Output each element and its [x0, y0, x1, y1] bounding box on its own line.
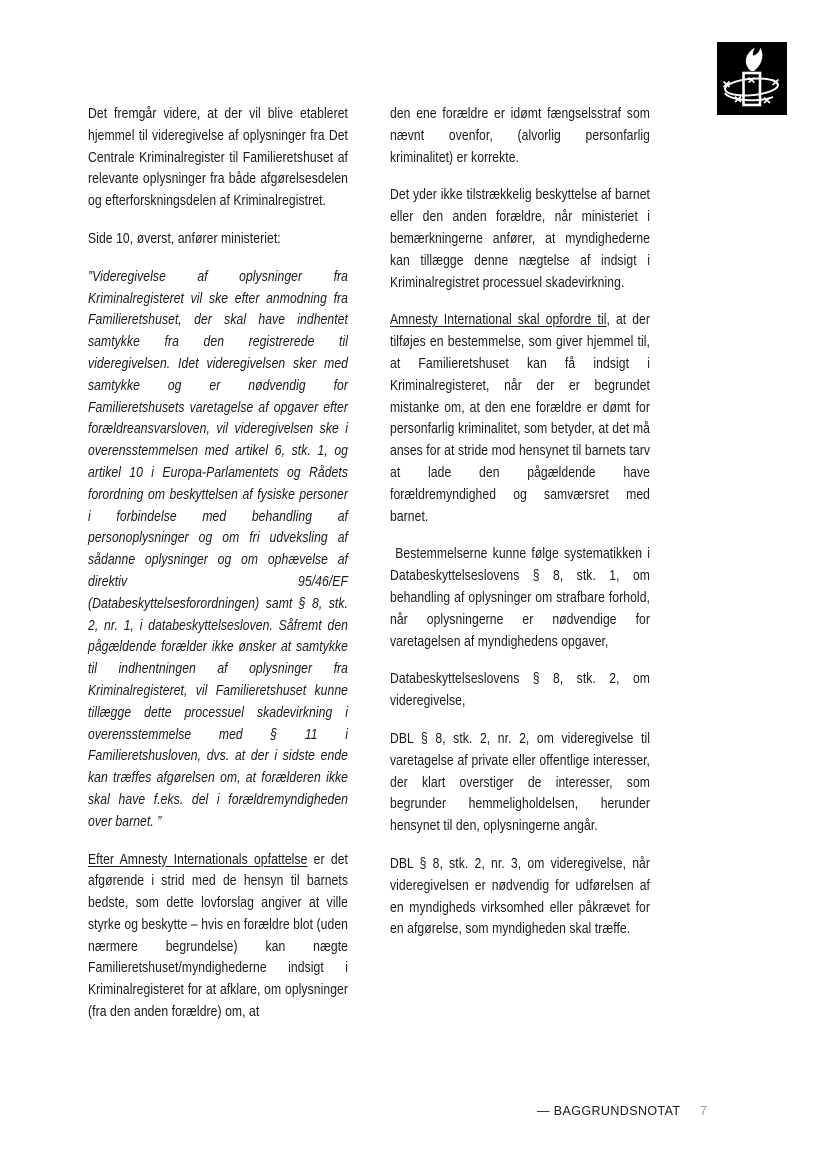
paragraph-rest: er det afgørende i strid med de hensyn til barnets bedste, som dette lovforslag angiver at ville styrke og beskytte – hvis en forældre blot (uden nærmere begrundelse) kan nægte Familieretshuset/myndighederne indsigt i Kriminalregisteret for at afklare, om oplysninger (fra den anden forældre) om, at — [88, 850, 349, 1021]
right-column — [390, 103, 650, 956]
paragraph-amnesty-opinion — [88, 849, 348, 1023]
underlined-lead: Efter Amnesty Internationals opfattelse — [88, 850, 308, 868]
paragraph-continuation: den ene forældre er idømt fængselsstraf som nævnt ovenfor, (alvorlig personfarlig kriminalitet) er korrekte. — [390, 105, 651, 166]
paragraph-amnesty-call — [390, 309, 650, 527]
paragraph-rest: , at der tilføjes en bestemmelse, som giver hjemmel til, at Familieretshuset kan få indsigt i Kriminalregisteret, når der er begrundet mistanke om, at den ene forældre er dømt for personfarlig kriminalitet, som betyder, at det må anses for at stride mod hensynet til barnets tarv at lade den pågældende have forældremyndighed og samværsret med barnet. — [390, 311, 651, 525]
paragraph-protection: Det yder ikke tilstrækkelig beskyttelse af barnet eller den anden forældre, når ministeriet i bemærkningerne anfører, at myndighederne kan tillægge denne nægtelse af indsigt i Kriminalregistret processuel skadevirkning. — [390, 186, 651, 291]
amnesty-logo — [717, 42, 787, 115]
paragraph-intro: Det fremgår videre, at der vil blive etableret hjemmel til videregivelse af oplysninger fra Det Centrale Kriminalregister til Familieretshuset af relevante oplysninger fra både afgørelsesdelen og efterforskningsdelen af Kriminalregistret. — [88, 105, 349, 210]
left-column — [88, 103, 348, 1039]
page-number: 7 — [700, 1104, 707, 1118]
paragraph-side10: Side 10, øverst, anfører ministeriet: — [88, 229, 281, 247]
candle-barbed-wire-icon — [717, 42, 787, 115]
paragraph-dbl-nr3: DBL § 8, stk. 2, nr. 3, om videregivelse, når videregivelsen er nødvendig for udførelsen af en myndigheds virksomhed eller påkrævet for en afgørelse, som myndigheden skal træffe. — [390, 854, 651, 938]
paragraph-ministry-quote: ”Videregivelse af oplysninger fra Kriminalregisteret vil ske efter anmodning fra Familieretshuset, der skal have indhentet samtykke fra den registrerede til videregivelsen. Idet videregivelsen sker med samtykke og er nødvendig for Familieretshusets varetagelse af opgaver efter forældreansvarsloven, vil videregivelsen ske i overensstemmelsen med artikel 6, stk. 1, og artikel 10 i Europa-Parlamentets og Rådets forordning om beskyttelsen af fysiske personer i forbindelse med behandling af personoplysninger og om fri udveksling af sådanne oplysninger og om ophævelse af direktiv 95/46/EF (Databeskyttelsesforordningen) samt § 8, stk. 2, nr. 1, i databeskyttelsesloven. Såfremt den pågældende forælder ikke ønsker at samtykke til indhentningen af oplysninger fra Kriminalregisteret, vil Familieretshuset kunne tillægge dette processuel skadevirkning i overensstemmelse med § 11 i Familieretshusloven, dvs. at der i sidste ende kan træffes afgørelsen om, at forælderen ikke skal have f.eks. del i forældremyndigheden over barnet. ” — [88, 267, 349, 830]
footer-label: — BAGGRUNDSNOTAT — [537, 1104, 681, 1118]
paragraph-dbl-stk2: Databeskyttelseslovens § 8, stk. 2, om videregivelse, — [390, 670, 651, 710]
paragraph-bestemmelserne: Bestemmelserne kunne følge systematikken i Databeskyttelseslovens § 8, stk. 1, om behandling af oplysninger om strafbare forhold, når oplysningerne er nødvendige for varetagelsen af myndighedens opgaver, — [390, 545, 651, 650]
underlined-lead: Amnesty International skal opfordre til — [390, 311, 607, 329]
paragraph-dbl-nr2: DBL § 8, stk. 2, nr. 2, om videregivelse til varetagelse af private eller offentlige interesser, der klart overstiger de interesser, som begrunder hemmeligholdelsen, herunder hensynet til den, oplysningerne angår. — [390, 729, 651, 835]
